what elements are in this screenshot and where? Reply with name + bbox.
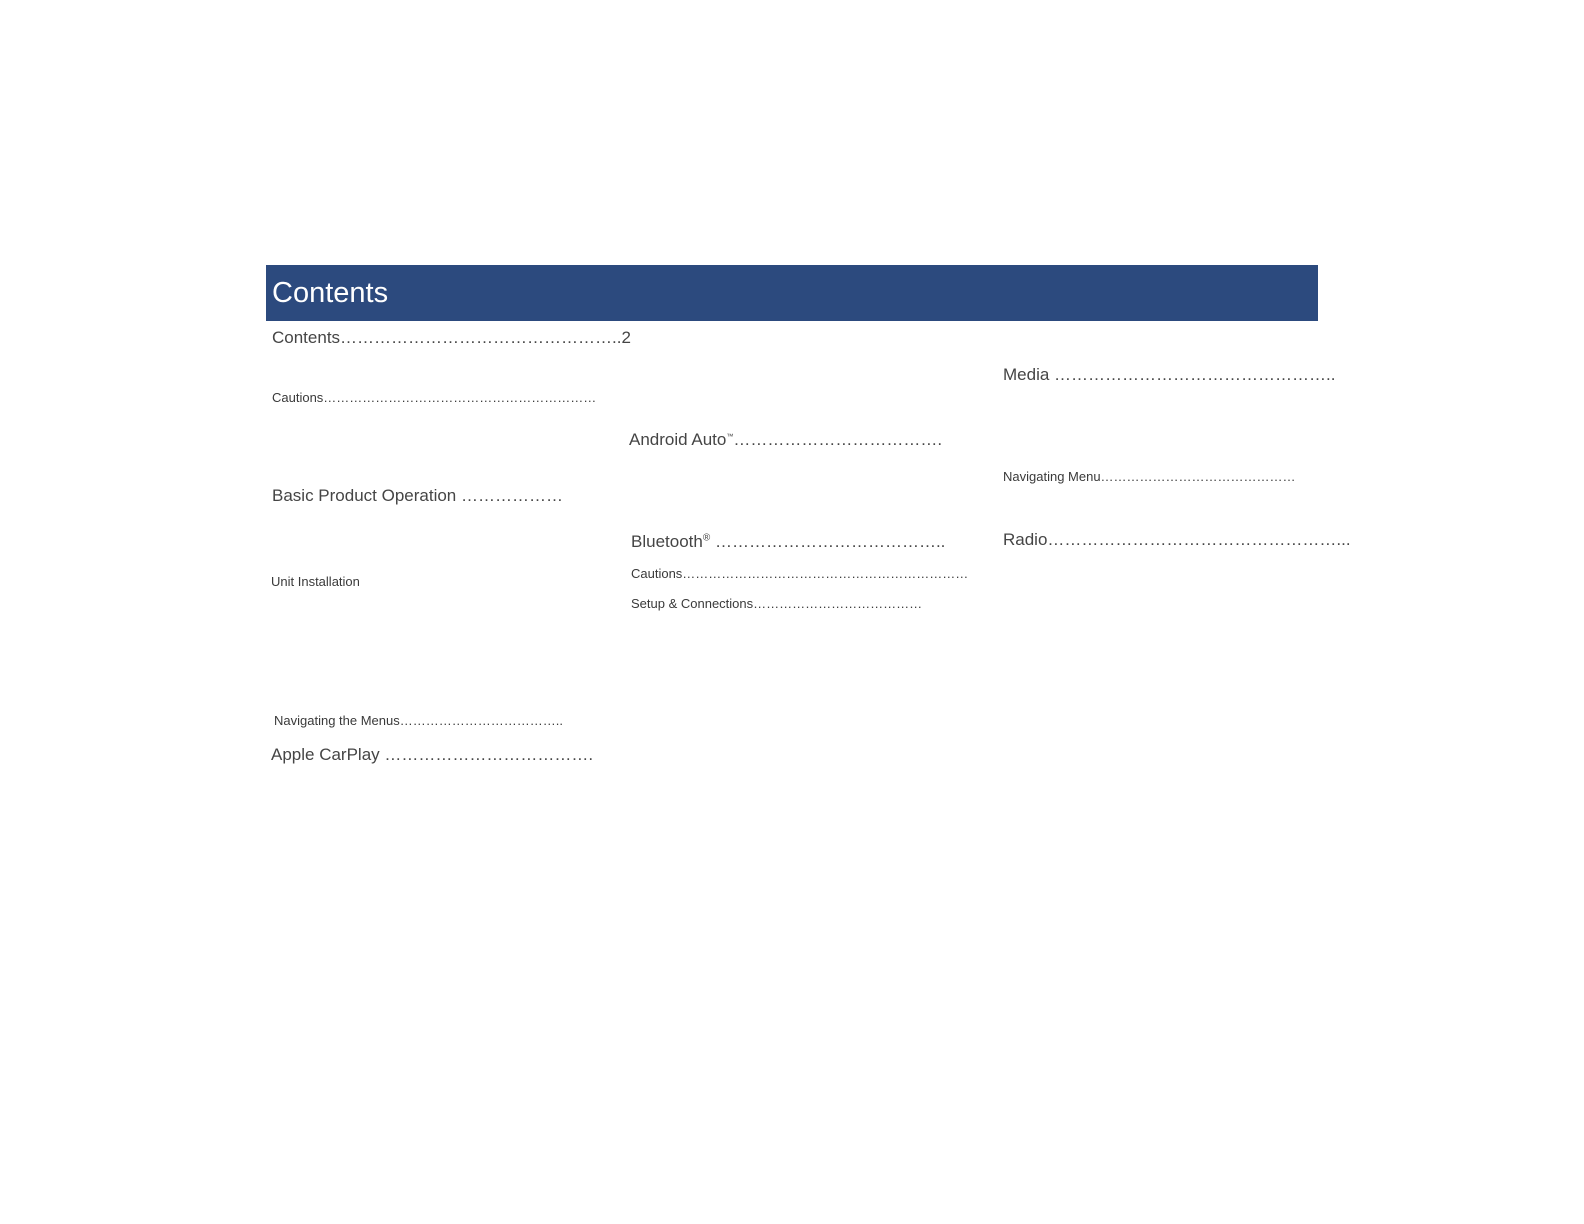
toc-entry-media[interactable]: Media ………………………………………….. — [1003, 365, 1336, 384]
toc-entry-apple-carplay[interactable]: Apple CarPlay ………………………………. — [271, 745, 594, 764]
toc-entry-cautions[interactable]: Cautions……………………………………………………… — [272, 390, 597, 405]
toc-entry-radio[interactable]: Radio……………………………………………... — [1003, 530, 1351, 549]
trademark-mark: ™ — [726, 433, 734, 441]
toc-entry-basic-product-operation[interactable]: Basic Product Operation ……………… — [272, 486, 563, 505]
bluetooth-leader: ………………………………….. — [710, 532, 946, 551]
page-title: Contents — [272, 277, 389, 309]
bluetooth-label: Bluetooth — [631, 532, 703, 551]
contents-banner — [266, 265, 1318, 321]
toc-entry-bluetooth[interactable] — [631, 532, 945, 552]
toc-entry-navigating-the-menus[interactable]: Navigating the Menus……………………………….. — [274, 713, 563, 728]
toc-entry-unit-installation[interactable]: Unit Installation — [271, 574, 360, 589]
toc-entry-contents[interactable]: Contents…………………………………………..2 — [272, 328, 631, 347]
toc-entry-navigating-menu[interactable]: Navigating Menu……………………………………… — [1003, 469, 1296, 484]
android-auto-leader: ………………………………. — [733, 430, 943, 449]
android-auto-label: Android Auto — [629, 430, 727, 449]
toc-entry-android-auto[interactable] — [629, 430, 942, 450]
toc-entry-setup-connections[interactable]: Setup & Connections………………………………… — [631, 596, 923, 611]
toc-entry-bluetooth-cautions[interactable]: Cautions………………………………………………………… — [631, 566, 969, 581]
registered-mark: ® — [702, 532, 711, 544]
